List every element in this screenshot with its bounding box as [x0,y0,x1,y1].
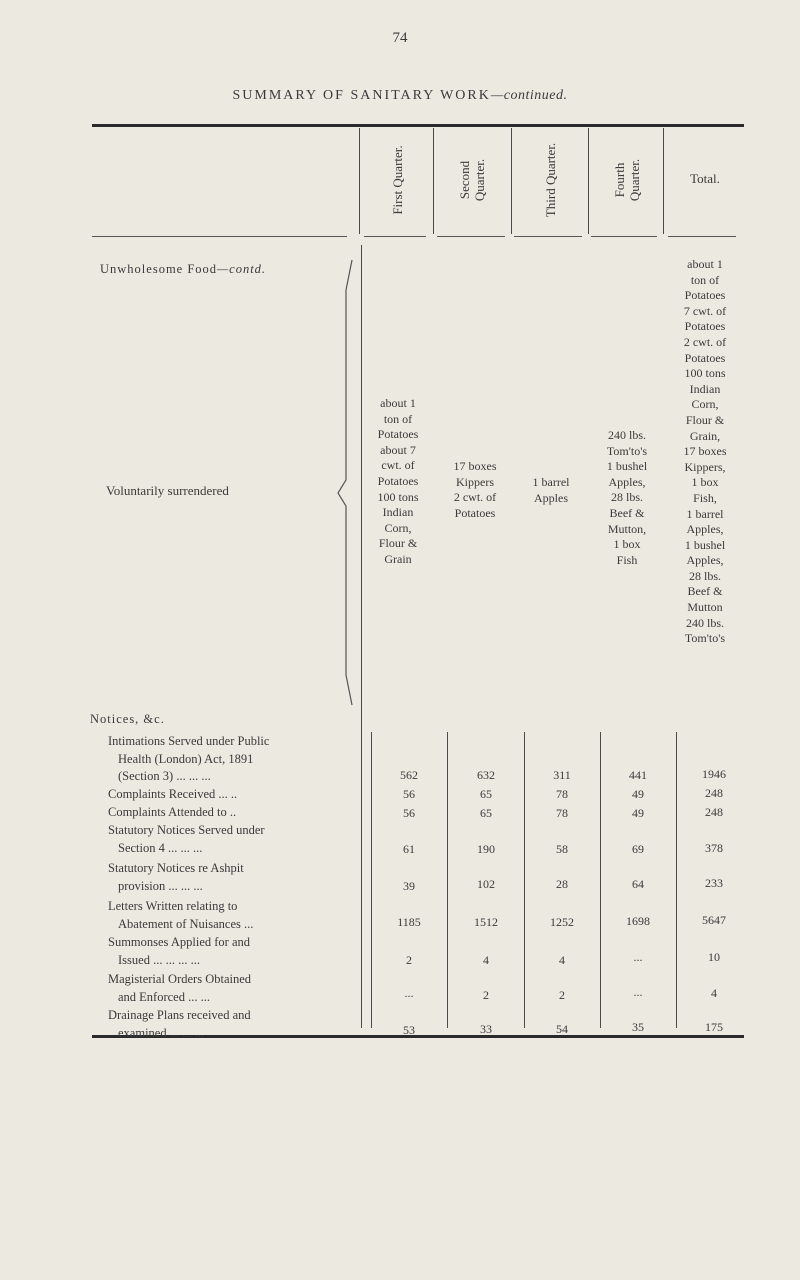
table-row-label: Letters Written relating to Abatement of Nuisances ... [108,899,254,931]
table-cell: 5647 [702,913,726,927]
header-rule [437,236,505,237]
column-divider [600,732,601,1028]
column-divider [371,732,372,1028]
table-row-label: Summonses Applied for and Issued ... ... ... ... [108,935,251,967]
table-cell: 1185 [397,915,421,929]
column-divider [663,128,664,234]
table-cell: 33 [480,1022,492,1036]
row-label-voluntarily-surrendered: Voluntarily surrendered [106,483,229,498]
table-cell: 632 [477,768,495,782]
table-cell: 49 [632,787,644,801]
header-rule [668,236,736,237]
table-cell: 56 [403,787,415,801]
table-row-label: Statutory Notices re Ashpit provision ... ... ... [108,861,244,893]
table-cell: 248 [705,805,723,819]
column-header-fourth-quarter: Fourth Quarter. [612,158,642,202]
title-text: SUMMARY OF SANITARY WORK [232,88,491,103]
header-rule [591,236,657,237]
table-cell: 562 [400,768,418,782]
column-header-second-quarter: Second Quarter. [457,158,487,202]
table-cell: 10 [708,950,720,964]
table-cell: 1512 [474,915,498,929]
table-cell: 78 [556,806,568,820]
table-cell: 28 [556,877,568,891]
table-cell: 61 [403,842,415,856]
column-divider [676,732,677,1028]
column-divider [359,128,360,234]
table-cell: 233 [705,876,723,890]
table-row-label: Complaints Received ... .. [108,787,238,801]
column-divider [524,732,525,1028]
table-row-label: Drainage Plans received and examined ... ... ... [108,1008,251,1040]
table-cell: 4 [559,953,565,967]
table-cell: 49 [632,806,644,820]
table-cell: 441 [629,768,647,782]
page-number: 74 [392,30,408,46]
table-cell: 311 [553,768,571,782]
column-header-first-quarter: First Quarter. [389,145,405,215]
column-header-total: Total. [690,171,720,186]
table-row-label: Intimations Served under Public Health (London) Act, 1891 (Section 3) ... ... ... [108,734,270,783]
header-rule [514,236,582,237]
header-rule [364,236,426,237]
table-cell: 175 [705,1020,723,1034]
section-heading-notices: Notices, &c. [90,712,165,726]
table-cell: 69 [632,842,644,856]
table-cell: ... [633,950,643,964]
brace-icon [334,255,362,710]
table-cell: 1698 [626,914,650,928]
table-row-label: Complaints Attended to .. [108,805,237,819]
cell-total: about 1 ton of Potatoes 7 cwt. of Potatoes 2 cwt. of Potatoes 100 tons Indian Corn, Flour & Grain, 17 boxes Kippers, 1 box Fish, 1 barrel Apples, 1 bushel Apples, 28 lbs. Beef & Mutton 240 lbs. Tom'to's [683,257,727,646]
top-rule [92,124,744,127]
table-cell: ... [404,986,414,1000]
column-divider [511,128,512,234]
table-cell: 2 [559,988,565,1002]
table-cell: 1946 [702,767,726,781]
cell-second-quarter: 17 boxes Kippers 2 cwt. of Potatoes [453,459,497,520]
cell-fourth-quarter: 240 lbs. Tom'to's 1 bushel Apples, 28 lbs. Beef & Mutton, 1 box Fish [606,428,648,567]
table-cell: 102 [477,877,495,891]
table-cell: 65 [480,806,492,820]
table-cell: 1252 [550,915,574,929]
table-cell: 248 [705,786,723,800]
table-cell: 65 [480,787,492,801]
table-cell: 64 [632,877,644,891]
table-cell: 35 [632,1020,644,1034]
section-heading-unwholesome-food: Unwholesome Food—contd. [100,262,267,276]
column-divider [588,128,589,234]
table-cell: 378 [705,841,723,855]
page-title [0,88,800,104]
table-cell: 78 [556,787,568,801]
table-cell: 53 [403,1023,415,1037]
table-cell: 56 [403,806,415,820]
table-cell: 4 [483,953,489,967]
table-cell: 54 [556,1022,568,1036]
table-cell: 4 [711,986,717,1000]
table-cell: 2 [406,953,412,967]
cell-first-quarter: about 1 ton of Potatoes about 7 cwt. of Potatoes 100 tons Indian Corn, Flour & Grain [377,396,419,566]
table-cell: ... [633,985,643,999]
column-divider [447,732,448,1028]
table-cell: 190 [477,842,495,856]
table-cell: 39 [403,879,415,893]
cell-third-quarter: 1 barrel Apples [532,475,570,505]
column-header-third-quarter: Third Quarter. [542,142,558,218]
title-suffix: —continued. [490,88,568,103]
table-row-label: Magisterial Orders Obtained and Enforced ... ... [108,972,252,1004]
column-divider [433,128,434,234]
table-row-label: Statutory Notices Served under Section 4 ... ... ... [108,823,265,855]
header-rule [92,236,347,237]
table-cell: 58 [556,842,568,856]
table-cell: 2 [483,988,489,1002]
